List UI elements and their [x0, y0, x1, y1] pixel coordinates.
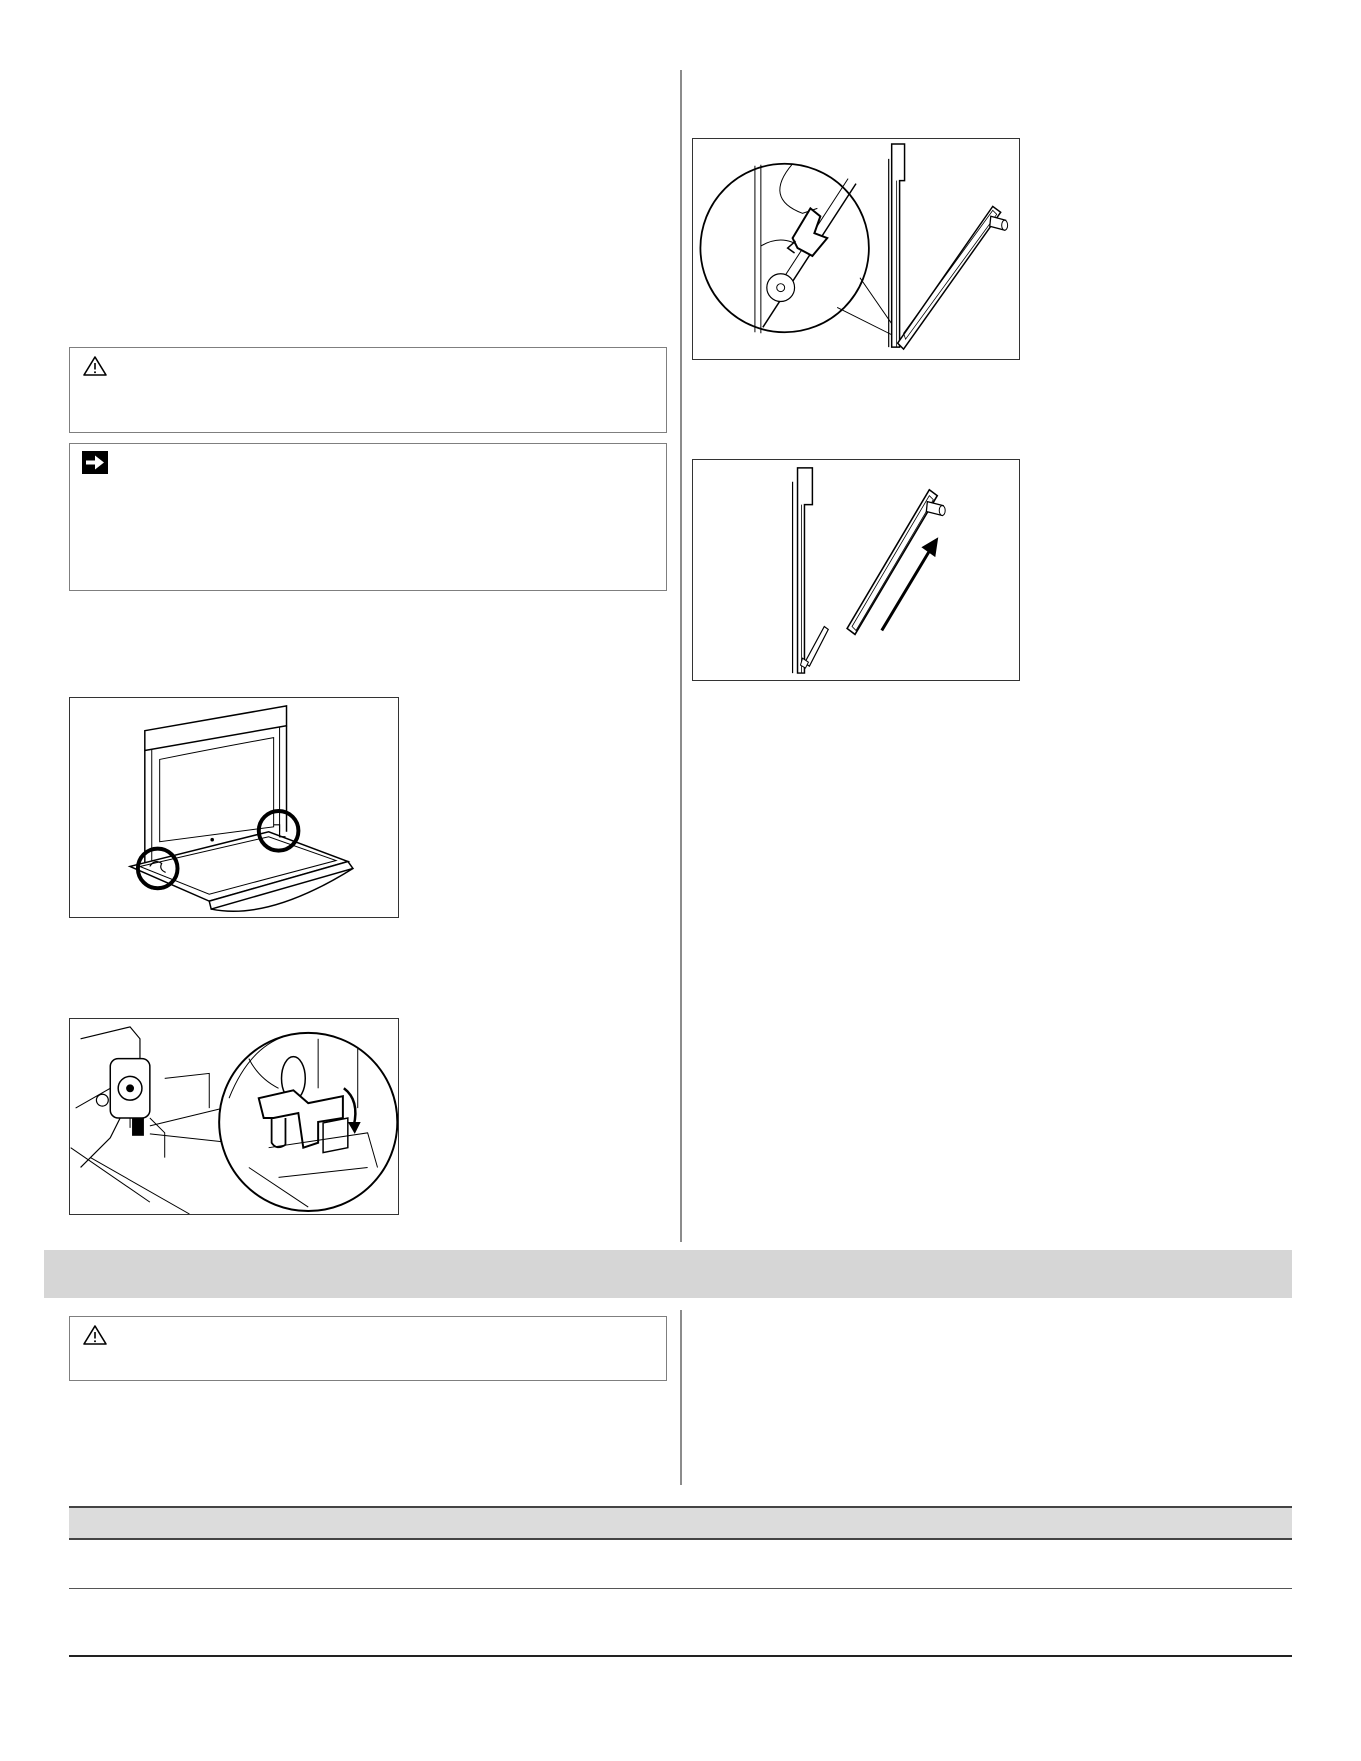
door-glass-lift-illustration [693, 460, 1019, 680]
arrow-right-icon [82, 451, 108, 474]
section-header-band [44, 1250, 1292, 1298]
door-hinge-latch-illustration [693, 139, 1019, 359]
figure-door-glass-lift [692, 459, 1020, 681]
table-row-divider [69, 1588, 1292, 1589]
troubleshooting-table [69, 1506, 1292, 1658]
figure-door-hinge-latch [692, 138, 1020, 360]
figure-hinge-lever-detail [69, 1018, 399, 1215]
figure-open-oven-door [69, 697, 399, 918]
open-oven-door-illustration [70, 698, 398, 917]
warning-triangle-icon [82, 355, 108, 377]
table-header-row [69, 1506, 1292, 1540]
note-notice-box [69, 443, 667, 591]
table-bottom-border [69, 1655, 1292, 1657]
lower-warning-notice-box [69, 1316, 667, 1381]
hinge-lever-illustration [70, 1019, 398, 1214]
column-divider-bottom [680, 1310, 682, 1485]
warning-triangle-icon [82, 1324, 108, 1346]
column-divider-top [680, 70, 682, 1242]
warning-notice-box [69, 347, 667, 433]
